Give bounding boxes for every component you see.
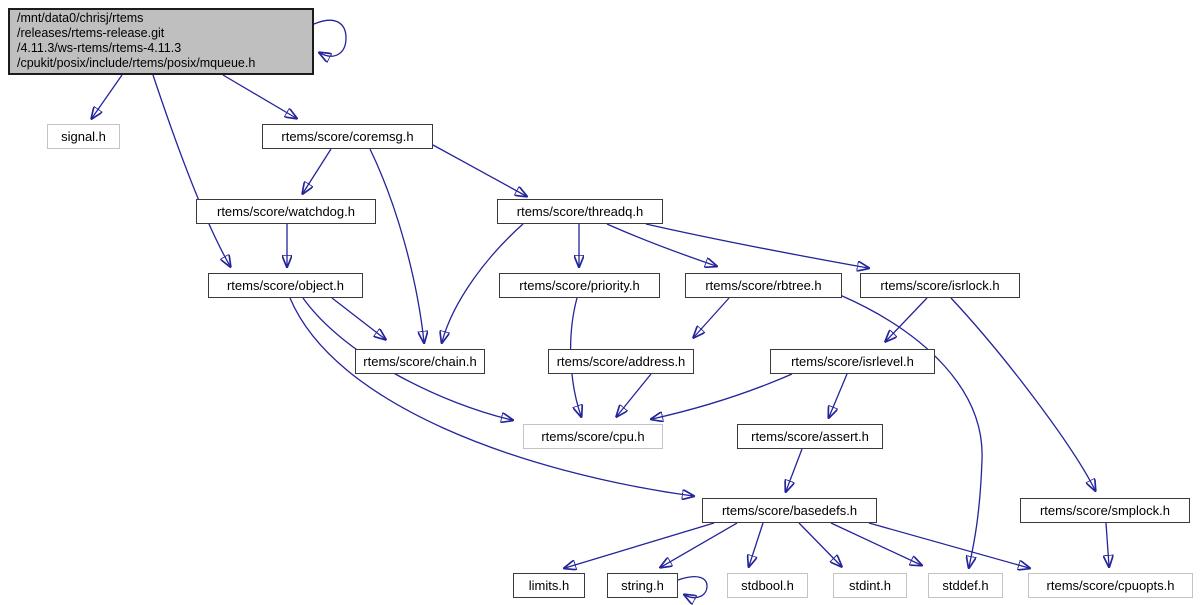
edge-string-to-string	[678, 577, 707, 598]
node-watchdog-h[interactable]: rtems/score/watchdog.h	[196, 199, 376, 224]
root-line: /releases/rtems-release.git	[17, 26, 165, 40]
edge-root-to-coremsg	[223, 75, 296, 118]
node-assert-h[interactable]: rtems/score/assert.h	[737, 424, 883, 449]
node-priority-h[interactable]: rtems/score/priority.h	[499, 273, 660, 298]
node-stdbool-h: stdbool.h	[727, 573, 808, 598]
edge-isrlevel-to-cpu	[652, 374, 792, 419]
edge-isrlevel-to-assert	[829, 374, 847, 417]
node-cpu-h: rtems/score/cpu.h	[523, 424, 663, 449]
node-threadq-h[interactable]: rtems/score/threadq.h	[497, 199, 663, 224]
edge-rbtree-to-address	[694, 298, 729, 337]
edge-basedefs-to-stdbool	[749, 523, 763, 566]
node-mqueue-root	[8, 8, 314, 75]
node-address-h[interactable]: rtems/score/address.h	[548, 349, 694, 374]
edge-address-to-cpu	[617, 374, 651, 416]
edge-threadq-to-rbtree	[607, 224, 716, 266]
edge-basedefs-to-stdint	[799, 523, 841, 566]
node-rbtree-h[interactable]: rtems/score/rbtree.h	[685, 273, 842, 298]
edge-coremsg-to-threadq	[433, 145, 526, 196]
root-line: /mnt/data0/chrisj/rtems	[17, 11, 144, 25]
edge-assert-to-basedefs	[786, 449, 802, 491]
node-stddef-h: stddef.h	[928, 573, 1003, 598]
node-object-h[interactable]: rtems/score/object.h	[208, 273, 363, 298]
node-isrlevel-h[interactable]: rtems/score/isrlevel.h	[770, 349, 935, 374]
node-cpuopts-h: rtems/score/cpuopts.h	[1028, 573, 1193, 598]
node-stdint-h: stdint.h	[833, 573, 907, 598]
edge-root-to-object	[153, 75, 230, 266]
root-line: /cpukit/posix/include/rtems/posix/mqueue.h	[17, 56, 256, 70]
node-chain-h[interactable]: rtems/score/chain.h	[355, 349, 485, 374]
node-signal-h: signal.h	[47, 124, 120, 149]
node-smplock-h[interactable]: rtems/score/smplock.h	[1020, 498, 1190, 523]
node-coremsg-h[interactable]: rtems/score/coremsg.h	[262, 124, 433, 149]
edge-isrlock-to-isrlevel	[886, 298, 927, 341]
edge-smplock-to-cpuopts	[1106, 523, 1109, 566]
node-limits-h[interactable]: limits.h	[513, 573, 585, 598]
edge-root-to-signal	[92, 75, 122, 118]
edge-basedefs-to-cpuopts	[869, 523, 1029, 568]
edge-basedefs-to-limits	[565, 523, 714, 568]
node-basedefs-h[interactable]: rtems/score/basedefs.h	[702, 498, 877, 523]
edge-coremsg-to-watchdog	[303, 149, 331, 193]
root-line: /4.11.3/ws-rtems/rtems-4.11.3	[17, 41, 182, 55]
edge-object-to-chain	[332, 298, 385, 339]
edge-coremsg-to-chain	[370, 149, 424, 342]
edge-basedefs-to-string	[661, 523, 737, 567]
node-isrlock-h[interactable]: rtems/score/isrlock.h	[860, 273, 1020, 298]
node-string-h[interactable]: string.h	[607, 573, 678, 598]
edge-threadq-to-isrlock	[646, 224, 868, 268]
edge-isrlock-to-smplock	[951, 298, 1095, 490]
edge-root-to-root	[314, 20, 346, 56]
edge-basedefs-to-stddef	[831, 523, 921, 565]
